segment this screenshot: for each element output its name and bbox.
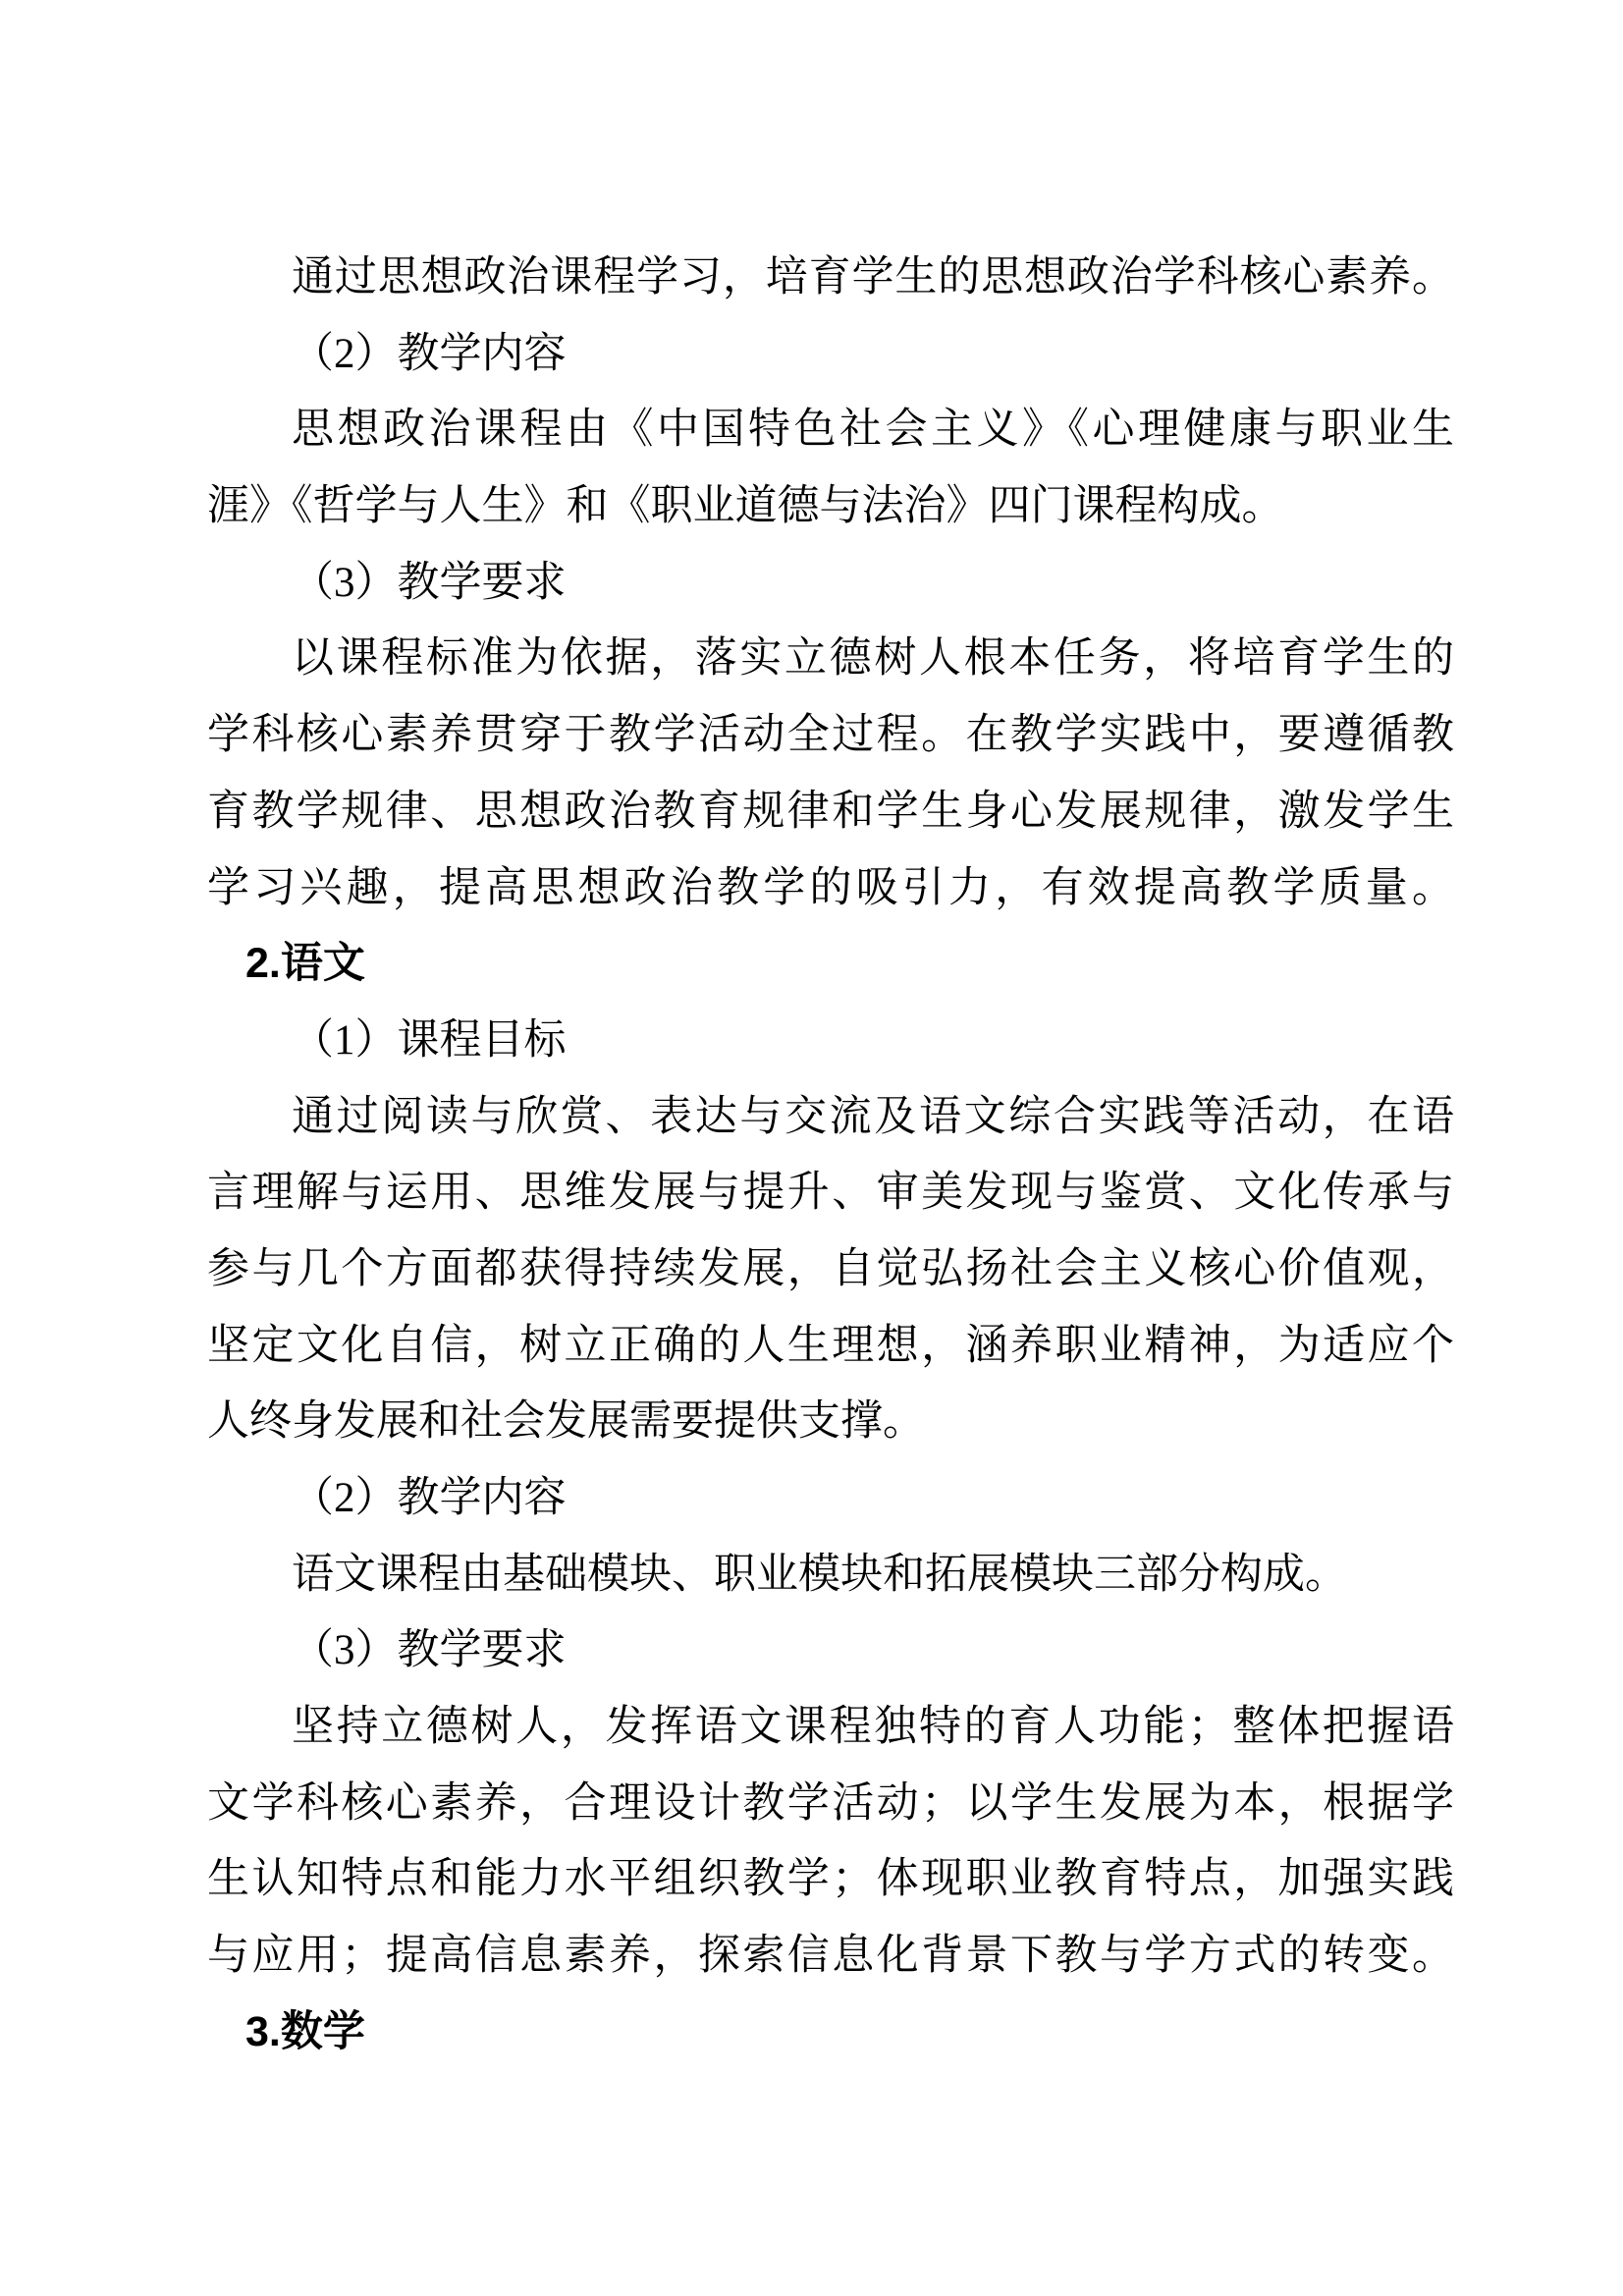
text-line: 与应用；提高信息素养，探索信息化背景下教与学方式的转变。 (207, 1933, 1454, 1980)
text-line: （3）教学要求 (292, 559, 567, 606)
text-line: 涯》《哲学与人生》和《职业道德与法治》四门课程构成。 (207, 483, 1284, 530)
text-line: 通过阅读与欣赏、表达与交流及语文综合实践等活动，在语 (292, 1093, 1454, 1140)
text-line: 言理解与运用、思维发展与提升、审美发现与鉴赏、文化传承与 (207, 1170, 1454, 1217)
section-heading: 3.数学 (245, 2007, 365, 2055)
text-line: 学科核心素养贯穿于教学活动全过程。在教学实践中，要遵循教 (207, 712, 1454, 759)
text-line: 思想政治课程由《中国特色社会主义》《心理健康与职业生 (292, 407, 1454, 454)
text-line: 文学科核心素养，合理设计教学活动；以学生发展为本，根据学 (207, 1779, 1454, 1827)
text-line: 通过思想政治课程学习，培育学生的思想政治学科核心素养。 (292, 254, 1454, 301)
text-line: （2）教学内容 (292, 330, 567, 377)
text-block (207, 240, 1454, 2071)
text-line: （2）教学内容 (292, 1475, 567, 1521)
text-line: 语文课程由基础模块、职业模块和拓展模块三部分构成。 (292, 1551, 1347, 1598)
text-line: 生认知特点和能力水平组织教学；体现职业教育特点，加强实践 (207, 1856, 1454, 1903)
text-line: 学习兴趣，提高思想政治教学的吸引力，有效提高教学质量。 (207, 864, 1454, 911)
text-line: 人终身发展和社会发展需要提供支撑。 (207, 1398, 925, 1446)
text-line: 坚定文化自信，树立正确的人生理想，涵养职业精神，为适应个 (207, 1322, 1454, 1369)
text-line: 参与几个方面都获得持续发展，自觉弘扬社会主义核心价值观， (207, 1245, 1454, 1292)
text-line: 以课程标准为依据，落实立德树人根本任务，将培育学生的 (292, 635, 1454, 683)
section-heading: 2.语文 (245, 940, 365, 988)
text-line: （3）教学要求 (292, 1627, 567, 1674)
text-line: （1）课程目标 (292, 1016, 567, 1064)
text-line: 育教学规律、思想政治教育规律和学生身心发展规律，激发学生 (207, 788, 1454, 835)
text-line: 坚持立德树人，发挥语文课程独特的育人功能；整体把握语 (292, 1704, 1454, 1751)
